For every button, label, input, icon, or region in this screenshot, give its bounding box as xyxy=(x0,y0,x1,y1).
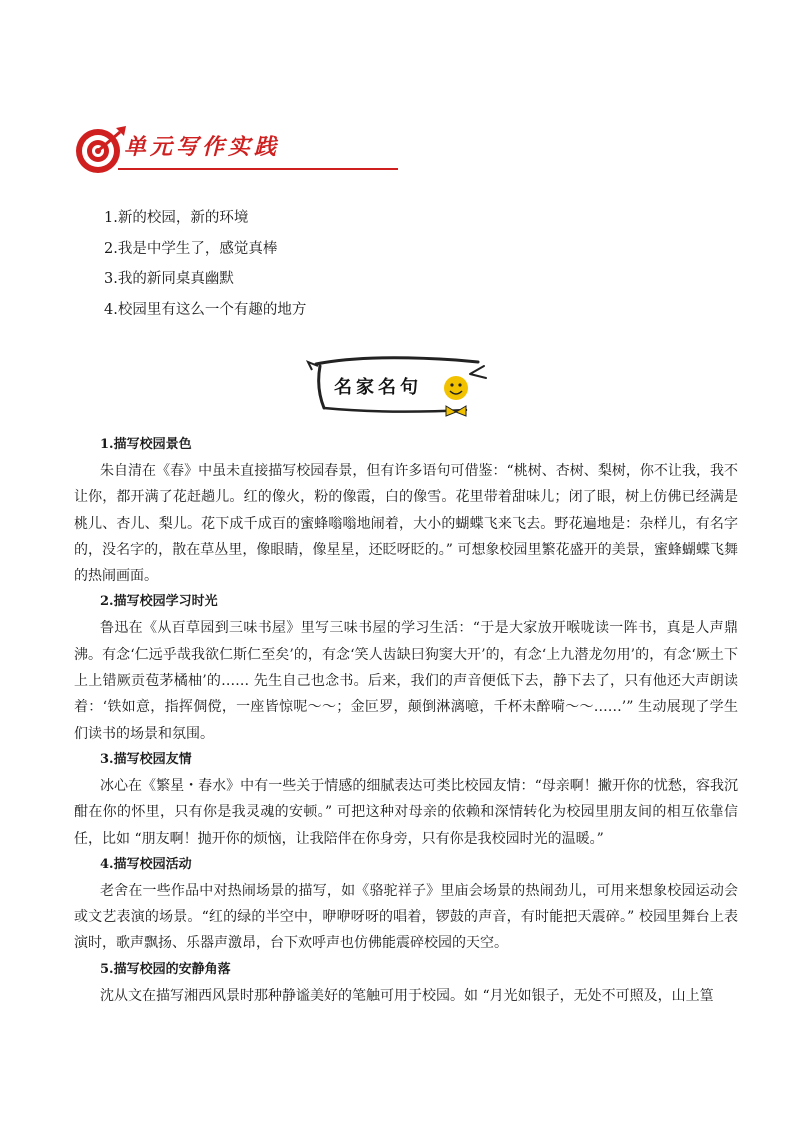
section-title: 单元写作实践 xyxy=(124,135,281,160)
section-paragraph: 朱自清在《春》中虽未直接描写校园春景，但有许多语句可借鉴：“桃树、杏树、梨树，你不让我，我不让你，都开满了花赶趟儿。红的像火，粉的像霞，白的像雪。花里带着甜味儿；闭了眼，树上仿佛已经满是桃儿、杏儿、梨儿。花下成千成百的蜜蜂嗡嗡地闹着，大小的蝴蝶飞来飞去。野花遍地是：杂样儿，有名字的，没名字的，散在草丛里，像眼睛，像星星，还眨呀眨的。” 可想象校园里繁花盛开的美景，蜜蜂蝴蝶飞舞的热闹画面。 xyxy=(74,463,738,585)
famous-quotes-banner xyxy=(306,352,492,422)
content-section xyxy=(74,957,738,1009)
section-heading: 2.描写校园学习时光 xyxy=(100,594,218,610)
topic-item: 4.校园里有这么一个有趣的地方 xyxy=(104,301,307,318)
content-section xyxy=(74,432,738,589)
topic-item: 1.新的校园，新的环境 xyxy=(104,210,249,226)
topic-list xyxy=(104,203,306,325)
section-header xyxy=(72,124,330,176)
topic-item: 2.我是中学生了，感觉真棒 xyxy=(104,240,278,257)
section-heading: 1.描写校园景色 xyxy=(100,437,192,452)
section-heading: 3.描写校园友情 xyxy=(100,751,192,767)
topic-item: 3.我的新同桌真幽默 xyxy=(104,271,234,287)
main-content xyxy=(74,432,738,1009)
section-paragraph: 鲁迅在《从百草园到三味书屋》里写三味书屋的学习生活：“于是大家放开喉咙读一阵书，真是人声鼎沸。有念‘仁远乎哉我欲仁斯仁至矣’的，有念‘笑人齿缺曰狗窦大开’的，有念‘上九潜龙勿用’的，有念‘厥土下上上错厥贡苞茅橘柚’的…… 先生自己也念书。后来，我们的声音便低下去，静下去了，只有他还大声朗读着：‘铁如意，指挥倜傥，一座皆惊呢～～；金叵罗，颠倒淋漓噫，千杯未醉嗬～～……’” 生动展现了学生们读书的场景和氛围。 xyxy=(74,620,738,742)
content-section xyxy=(74,852,738,957)
section-paragraph: 冰心在《繁星・春水》中有一些关于情感的细腻表达可类比校园友情：“母亲啊！撇开你的忧愁，容我沉酣在你的怀里，只有你是我灵魂的安顿。” 可把这种对母亲的依赖和深情转化为校园里朋友间的相互依靠信任，比如 “朋友啊！抛开你的烦恼，让我陪伴在你身旁，只有你是我校园时光的温暖。” xyxy=(74,777,738,847)
section-paragraph: 沈从文在描写湘西风景时那种静谧美好的笔触可用于校园。如 “月光如银子，无处不可照及，山上篁 xyxy=(100,987,714,1004)
banner-title: 名家名句 xyxy=(334,377,422,398)
section-heading: 5.描写校园的安静角落 xyxy=(100,961,231,977)
header-underline xyxy=(118,168,398,170)
section-heading: 4.描写校园活动 xyxy=(100,856,192,872)
smiley-bow-icon xyxy=(444,366,486,416)
content-section xyxy=(74,589,738,746)
section-paragraph: 老舍在一些作品中对热闹场景的描写，如《骆驼祥子》里庙会场景的热闹劲儿，可用来想象校园运动会或文艺表演的场景。“红的绿的半空中，咿咿呀呀的唱着，锣鼓的声音，有时能把天震碎。” 校园里舞台上表演时，歌声飘扬、乐器声激昂，台下欢呼声也仿佛能震碎校园的天空。 xyxy=(74,882,738,952)
content-section xyxy=(74,747,738,852)
